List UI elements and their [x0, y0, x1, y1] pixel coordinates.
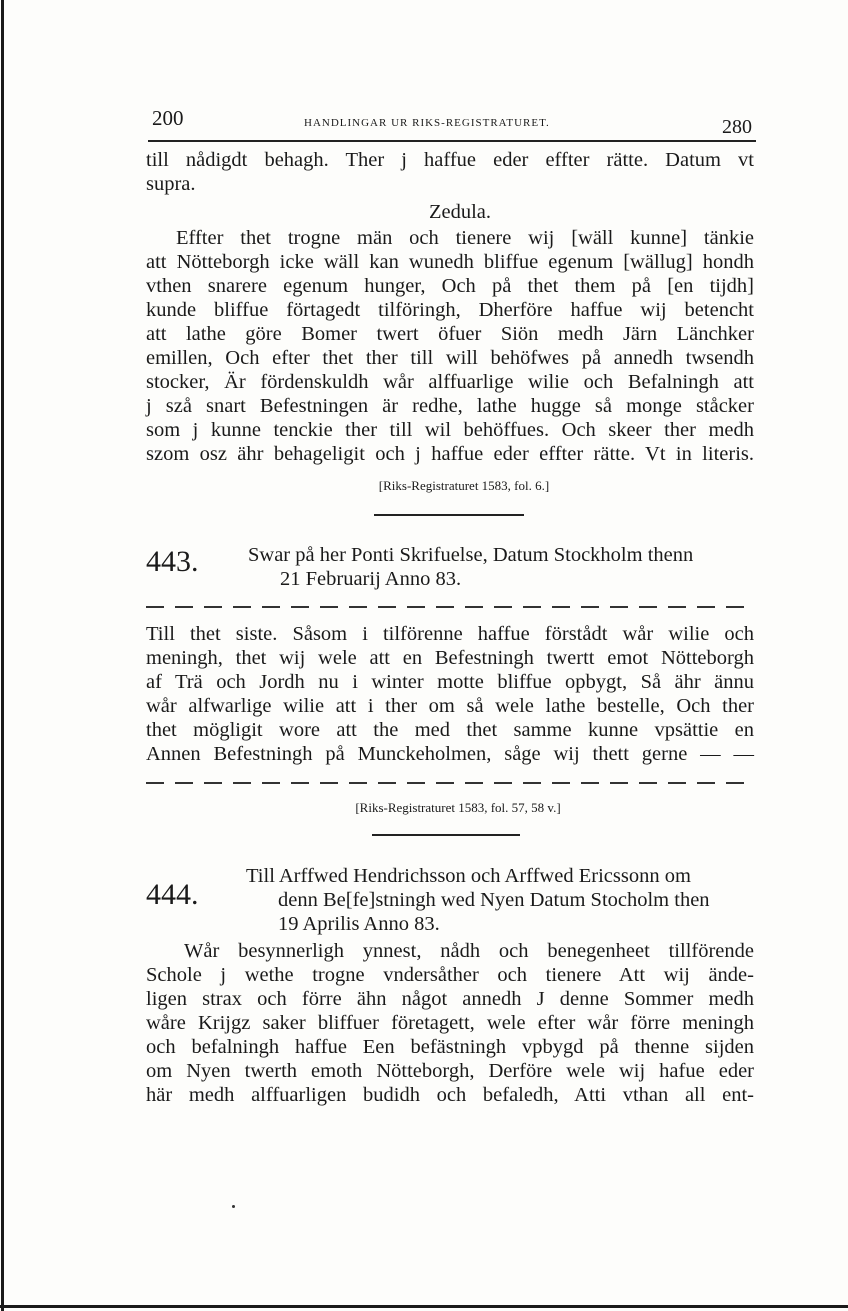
- text-line: Wår besynnerligh ynnest, nådh och benegenheet tillförende: [184, 940, 754, 962]
- text-line: szom osz ähr behageligit och j haffue eder effter rätte. Vt in literis.: [146, 443, 754, 465]
- header-rule: [148, 140, 756, 142]
- source-citation: [Riks-Registraturet 1583, fol. 6.]: [378, 478, 550, 493]
- text-line: Annen Befestningh på Munckeholmen, såge wij thett gerne — —: [146, 743, 754, 765]
- text-line: ligen strax och förre ähn något annedh J denne Sommer medh: [146, 988, 754, 1010]
- section-rule: [372, 834, 520, 836]
- zedula-title: Zedula.: [428, 201, 492, 223]
- text-line: Till thet siste. Såsom i tilförenne haffue förstådt wår wilie och: [146, 623, 754, 645]
- text-line: wår alfwarlige wilie att i ther om så wele lathe bestelle, Och ther: [146, 695, 754, 717]
- text-line: som j kunne tenckie ther till wil behöffues. Och skeer ther medh: [146, 419, 754, 441]
- page-number-right: 280: [722, 116, 752, 138]
- document-number: 443.: [146, 545, 199, 578]
- text-line: vthen snarere egenum hunger, Och på thet them på [en tijdh]: [146, 275, 754, 297]
- document-heading: Till Arffwed Hendrichsson och Arffwed Ericssonn om: [246, 865, 691, 887]
- document-heading: Swar på her Ponti Skrifuelse, Datum Stockholm thenn: [248, 544, 694, 566]
- document-heading: 19 Aprilis Anno 83.: [278, 913, 440, 935]
- text-line: här medh alffuarligen budidh och befaledh, Atti vthan all ent-: [146, 1084, 754, 1106]
- text-line: emillen, Och efter thet ther till will behöfwes på annedh twsendh: [146, 347, 754, 369]
- page-number-left: 200: [152, 106, 184, 130]
- scan-edge-left: [1, 0, 4, 1311]
- text-line: och befalningh haffue Een befästningh vpbygd på thenne sijden: [146, 1036, 754, 1058]
- text-line: om Nyen twerth emoth Nötteborgh, Derföre wele wij hafue eder: [146, 1060, 754, 1082]
- text-line: att lathe göre Bomer twert öfuer Siön medh Järn Länchker: [146, 323, 754, 345]
- text-line: wåre Krijgz saker bliffuer företagett, wele efter wår förre meningh: [146, 1012, 754, 1034]
- text-line: thet mögligit wore att the med thet samme kunne vpsättie en: [146, 719, 754, 741]
- text-line: till nådigdt behagh. Ther j haffue eder effter rätte. Datum vt: [146, 149, 754, 171]
- text-line: stocker, Är fördenskuldh wår alffuarlige wilie och Befalningh att: [146, 371, 754, 393]
- running-title: HANDLINGAR UR RIKS-REGISTRATURET.: [304, 117, 550, 129]
- scan-speck: [232, 1205, 235, 1208]
- document-heading: denn Be[fe]stningh wed Nyen Datum Stocholm then: [278, 889, 710, 911]
- text-line: kunde bliffue förtagedt tilföringh, Dherföre haffue wij betencht: [146, 299, 754, 321]
- text-line: Effter thet trogne män och tienere wij [wäll kunne] tänkie: [176, 227, 754, 249]
- section-rule: [374, 514, 524, 516]
- source-citation: [Riks-Registraturet 1583, fol. 57, 58 v.]: [355, 800, 561, 815]
- text-line: j szå snart Befestningen är redhe, lathe hugge så monge ståcker: [146, 395, 754, 417]
- document-number: 444.: [146, 878, 199, 911]
- omission-dashes: [146, 606, 754, 608]
- text-line: supra.: [146, 173, 196, 195]
- omission-dashes: [146, 782, 754, 784]
- text-line: af Trä och Jordh nu i winter motte bliffue opbygt, Så ähr ännu: [146, 671, 754, 693]
- scan-edge-bottom: [0, 1305, 848, 1308]
- text-line: meningh, thet wij wele att en Befestningh twertt emot Nötteborgh: [146, 647, 754, 669]
- text-line: att Nötteborgh icke wäll kan wunedh bliffue egenum [wällug] hondh: [146, 251, 754, 273]
- document-heading: 21 Februarij Anno 83.: [280, 568, 462, 590]
- text-line: Schole j wethe trogne vndersåther och tienere Att wij ände-: [146, 964, 754, 986]
